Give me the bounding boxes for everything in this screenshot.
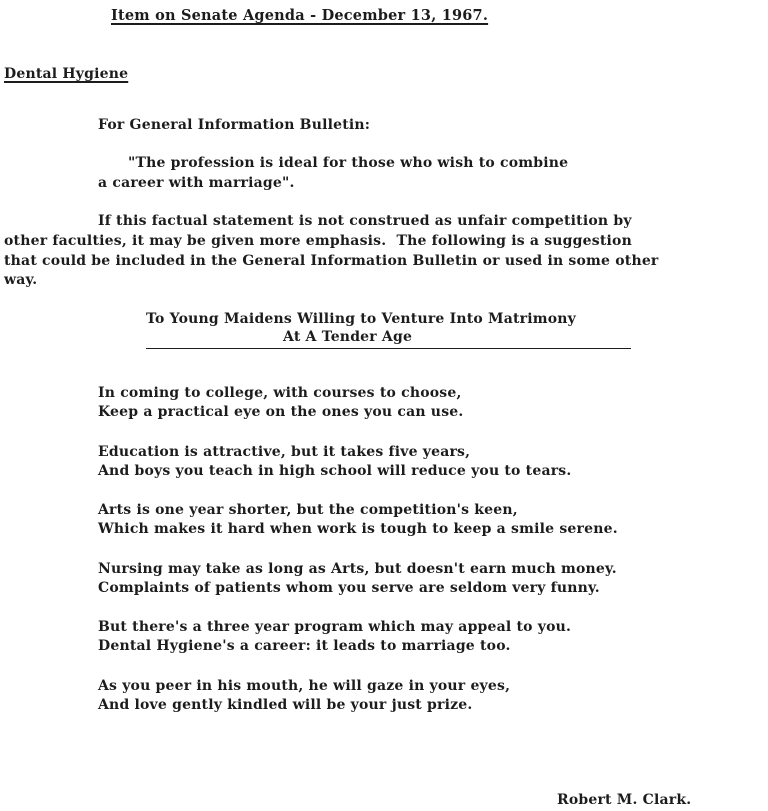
section-title: Dental Hygiene xyxy=(4,66,129,82)
quote-line-2: a career with marriage". xyxy=(98,175,295,191)
poem-title-rule xyxy=(146,348,631,349)
poem-line: Dental Hygiene's a career: it leads to marriage too. xyxy=(98,638,511,654)
poem-line: And love gently kindled will be your just prize. xyxy=(98,697,473,713)
poem-line: Education is attractive, but it takes five years, xyxy=(98,444,471,460)
agenda-title: Item on Senate Agenda - December 13, 1967. xyxy=(111,7,489,24)
poem-line: But there's a three year program which may appeal to you. xyxy=(98,619,572,635)
poem-title-line-1: To Young Maidens Willing to Venture Into Matrimony xyxy=(146,311,577,327)
paragraph-line-4: way. xyxy=(4,272,38,288)
poem-line: In coming to college, with courses to choose, xyxy=(98,385,462,401)
signature: Robert M. Clark. xyxy=(557,792,692,808)
poem-line: And boys you teach in high school will reduce you to tears. xyxy=(98,463,572,479)
poem-line: As you peer in his mouth, he will gaze in your eyes, xyxy=(98,678,511,694)
paragraph-line-1: If this factual statement is not construed as unfair competition by xyxy=(98,213,632,229)
paragraph-line-3: that could be included in the General Information Bulletin or used in some other xyxy=(4,253,659,269)
quote-line-1: "The profession is ideal for those who wish to combine xyxy=(128,155,569,171)
poem-line: Keep a practical eye on the ones you can use. xyxy=(98,404,464,420)
poem-title-line-2: At A Tender Age xyxy=(283,329,413,345)
poem-line: Arts is one year shorter, but the competition's keen, xyxy=(98,502,518,518)
bulletin-intro: For General Information Bulletin: xyxy=(98,117,371,133)
paragraph-line-2: other faculties, it may be given more emphasis. The following is a suggestion xyxy=(4,233,632,249)
poem-line: Which makes it hard when work is tough to keep a smile serene. xyxy=(98,521,618,537)
poem-line: Nursing may take as long as Arts, but doesn't earn much money. xyxy=(98,561,617,577)
poem-line: Complaints of patients whom you serve are seldom very funny. xyxy=(98,580,600,596)
